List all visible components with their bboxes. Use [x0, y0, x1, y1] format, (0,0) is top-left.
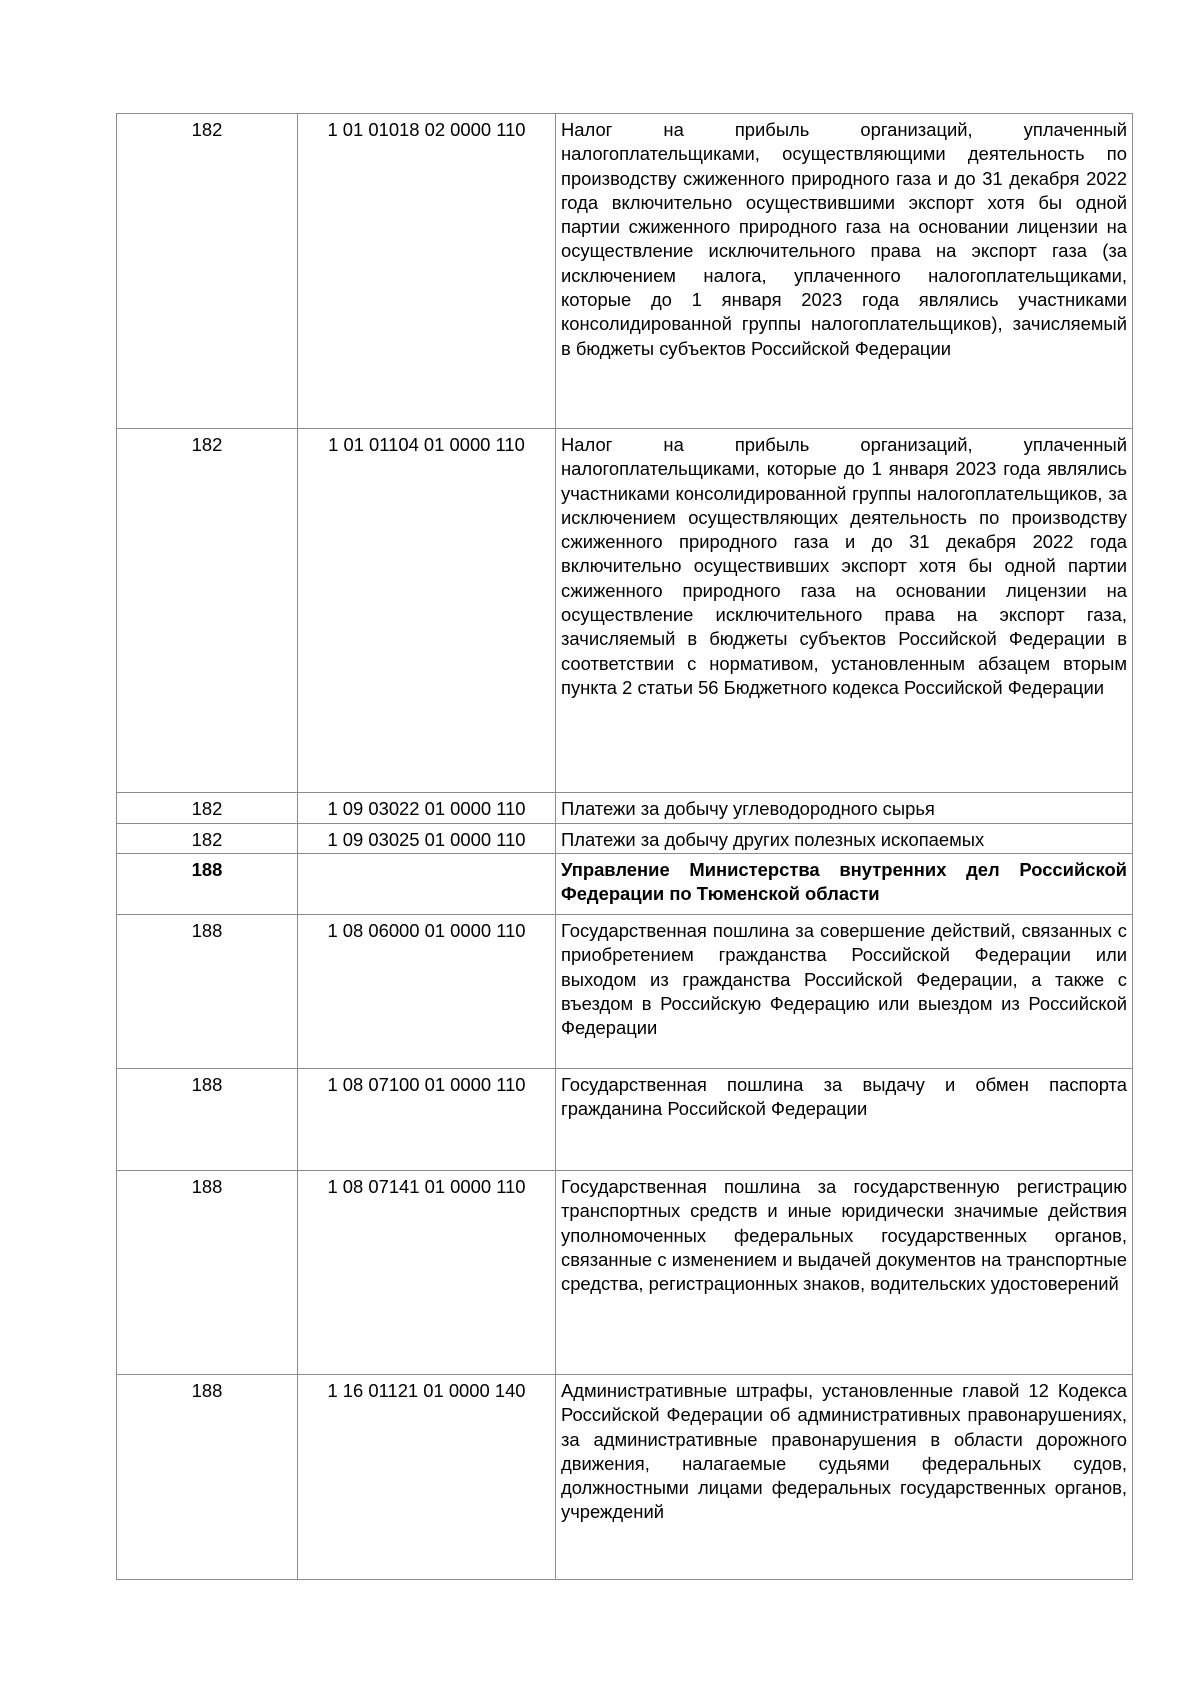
description-cell: [556, 429, 1133, 793]
budget-code-cell: 1 16 01121 01 0000 140: [298, 1375, 556, 1580]
description-text: Налог на прибыль организаций, уплаченный налогоплательщиками, которые до 1 января 2023 года являлись участниками консолидированной группы налогоплательщиков, за исключением осуществляющих деятельность по производству сжиженного природного газа и до 31 декабря 2022 года включительно осуществивших экспорт хотя бы одной партии сжиженного природного газа на основании лицензии на осуществление исключительного права на экспорт газа, зачисляемый в бюджеты субъектов Российской Федерации в соответствии с нормативом, установленным абзацем вторым пункта 2 статьи 56 Бюджетного кодекса Российской Федерации: [561, 434, 1127, 698]
budget-code-cell: 1 01 01104 01 0000 110: [298, 429, 556, 793]
budget-code-cell: [298, 854, 556, 915]
budget-code-cell: 1 09 03025 01 0000 110: [298, 824, 556, 854]
table-row: [117, 1069, 1133, 1171]
description-cell: [556, 1069, 1133, 1171]
budget-code-cell: 1 08 07141 01 0000 110: [298, 1171, 556, 1375]
admin-code-cell: 188: [117, 915, 298, 1069]
table-row: [117, 793, 1133, 824]
description-text: Платежи за добычу других полезных ископаемых: [561, 829, 985, 850]
admin-code-cell: 188: [117, 1375, 298, 1580]
admin-code-cell: 188: [117, 854, 298, 915]
table-row: [117, 1171, 1133, 1375]
description-cell: [556, 1171, 1133, 1375]
budget-code-cell: 1 09 03022 01 0000 110: [298, 793, 556, 824]
table-row: [117, 1375, 1133, 1580]
description-cell: [556, 915, 1133, 1069]
description-cell: [556, 1375, 1133, 1580]
description-cell: [556, 824, 1133, 854]
admin-code-cell: 188: [117, 1171, 298, 1375]
table-row: [117, 114, 1133, 429]
table-row-section-header: [117, 854, 1133, 915]
table-row: [117, 824, 1133, 854]
description-text: Налог на прибыль организаций, уплаченный налогоплательщиками, осуществляющими деятельность по производству сжиженного природного газа и до 31 декабря 2022 года включительно осуществившими экспорт хотя бы одной партии сжиженного природного газа на основании лицензии на осуществление исключительного права на экспорт газа (за исключением налога, уплаченного налогоплательщиками, которые до 1 января 2023 года являлись участниками консолидированной группы налогоплательщиков), зачисляемый в бюджеты субъектов Российской Федерации: [561, 119, 1127, 359]
budget-code-cell: 1 08 07100 01 0000 110: [298, 1069, 556, 1171]
section-title-text: Управление Министерства внутренних дел Российской Федерации по Тюменской области: [561, 859, 1127, 905]
description-text: Государственная пошлина за совершение действий, связанных с приобретением гражданства Российской Федерации или выходом из гражданства Российской Федерации, а также с въездом в Российскую Федерацию или выездом из Российской Федерации: [561, 920, 1127, 1039]
description-cell: [556, 114, 1133, 429]
budget-code-cell: 1 08 06000 01 0000 110: [298, 915, 556, 1069]
admin-code-cell: 182: [117, 114, 298, 429]
budget-code-cell: 1 01 01018 02 0000 110: [298, 114, 556, 429]
revenue-codes-table: [116, 113, 1133, 1580]
table-row: [117, 915, 1133, 1069]
description-text: Платежи за добычу углеводородного сырья: [561, 798, 935, 819]
description-text: Государственная пошлина за государственную регистрацию транспортных средств и иные юридически значимые действия уполномоченных федеральных государственных органов, связанные с изменением и выдачей документов на транспортные средства, регистрационных знаков, водительских удостоверений: [561, 1176, 1127, 1295]
description-cell: [556, 854, 1133, 915]
description-text: Государственная пошлина за выдачу и обмен паспорта гражданина Российской Федерации: [561, 1074, 1127, 1120]
admin-code-cell: 182: [117, 793, 298, 824]
table-row: [117, 429, 1133, 793]
admin-code-cell: 182: [117, 824, 298, 854]
admin-code-cell: 188: [117, 1069, 298, 1171]
description-text: Административные штрафы, установленные главой 12 Кодекса Российской Федерации об административных правонарушениях, за административные правонарушения в области дорожного движения, налагаемые судьями федеральных судов, должностными лицами федеральных государственных органов, учреждений: [561, 1380, 1127, 1523]
admin-code-cell: 182: [117, 429, 298, 793]
description-cell: [556, 793, 1133, 824]
